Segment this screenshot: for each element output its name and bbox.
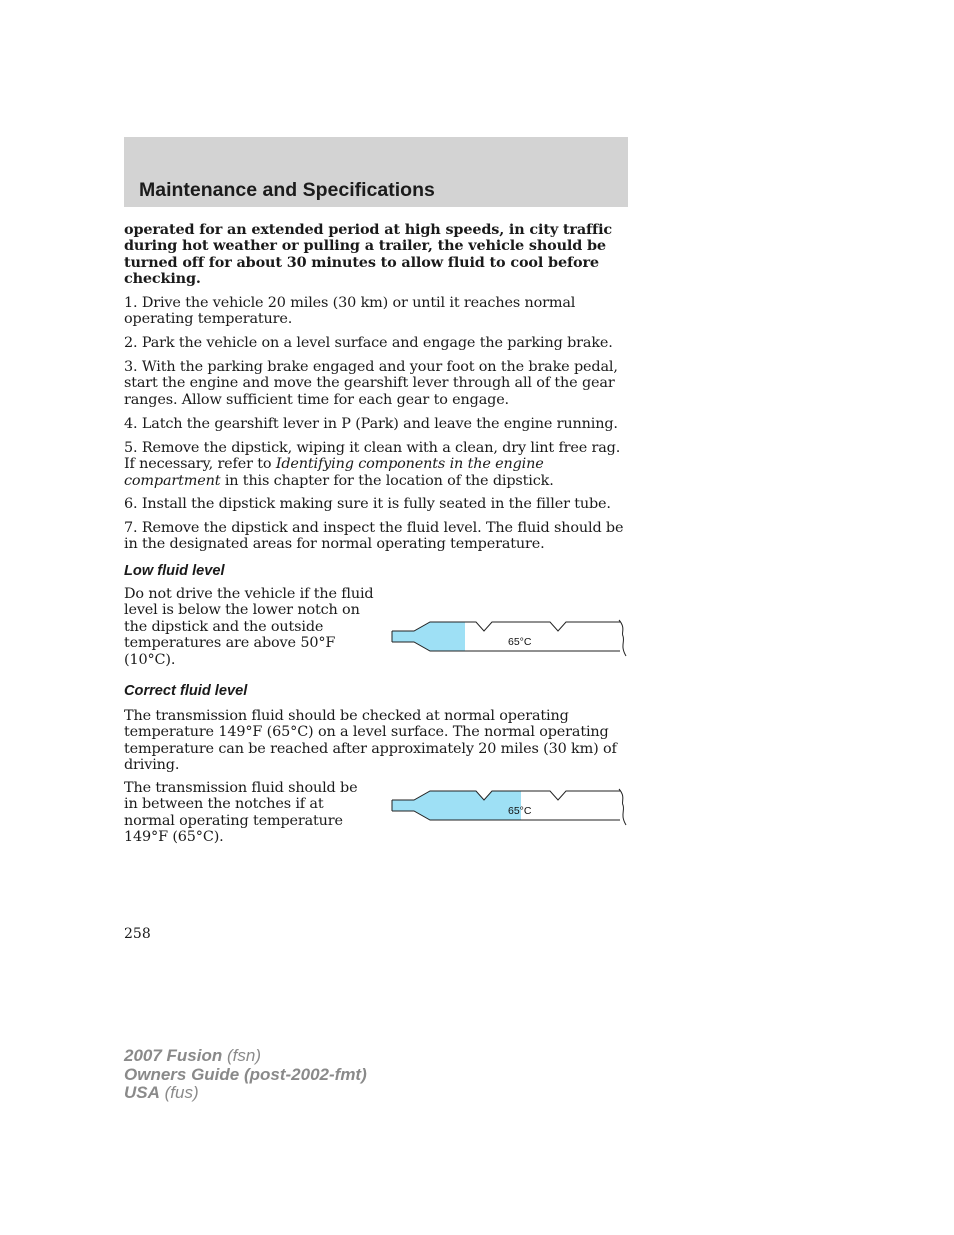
step-5 <box>124 440 630 489</box>
footer-model: 2007 Fusion <box>124 1046 223 1065</box>
section-title: Maintenance and Specifications <box>139 179 435 201</box>
footer-market-code: (fus) <box>159 1083 199 1102</box>
low-fluid-heading: Low fluid level <box>124 563 225 579</box>
dipstick-low-level-illustration <box>390 618 630 658</box>
footer-model-code: (fsn) <box>222 1046 261 1065</box>
step-4: 4. Latch the gearshift lever in P (Park) and leave the engine running. <box>124 416 618 432</box>
step-6: 6. Install the dipstick making sure it is fully seated in the filler tube. <box>124 496 611 512</box>
footer-line-2: Owners Guide (post-2002-fmt) <box>124 1064 367 1084</box>
correct-fluid-text: The transmission fluid should be checked at normal operating temperature 149°F (65°C) on a level surface. The normal operating temperature can be reached after approximately 20 miles (30 km) of driving. <box>124 708 617 774</box>
correct-fluid-notch-text: The transmission fluid should be in between the notches if at normal operating temperature 149°F (65°C). <box>124 780 358 846</box>
section-header-band <box>124 137 628 207</box>
dipstick-temp-label: 65°C <box>508 805 532 817</box>
fluid-fill-correct <box>392 791 521 820</box>
step-3: 3. With the parking brake engaged and your foot on the brake pedal, start the engine and move the gearshift lever through all of the gear ranges. Allow sufficient time for each gear to engage. <box>124 359 618 408</box>
document-footer <box>124 1047 367 1103</box>
step-1: 1. Drive the vehicle 20 miles (30 km) or until it reaches normal operating temperature. <box>124 295 576 328</box>
dipstick-temp-label: 65°C <box>508 636 532 648</box>
fluid-fill-low <box>392 622 465 651</box>
correct-fluid-heading: Correct fluid level <box>124 683 248 699</box>
step-2: 2. Park the vehicle on a level surface and engage the parking brake. <box>124 335 613 351</box>
step-5-text-start: 5. Remove the dipstick, wiping it clean with a clean, dry lint free rag. If necessary, refer to <box>124 440 621 473</box>
page-number: 258 <box>124 926 151 942</box>
low-fluid-text: Do not drive the vehicle if the fluid level is below the lower notch on the dipstick and the outside temperatures are above 50°F (10°C). <box>124 586 374 668</box>
dipstick-break-mark <box>619 789 626 825</box>
dipstick-correct-level-illustration <box>390 787 630 827</box>
dipstick-break-mark <box>619 620 626 656</box>
footer-market: USA <box>124 1083 160 1102</box>
step-7: 7. Remove the dipstick and inspect the fluid level. The fluid should be in the designated areas for normal operating temperature. <box>124 520 624 553</box>
step-5-text-end: in this chapter for the location of the dipstick. <box>220 472 554 489</box>
footer-line-1 <box>124 1047 367 1066</box>
step-5-reference: Identifying components in the engine compartment <box>124 456 544 489</box>
intro-warning-text: operated for an extended period at high speeds, in city traffic during hot weather or pulling a trailer, the vehicle should be turned off for about 30 minutes to allow fluid to cool before checking. <box>124 221 613 288</box>
footer-line-3 <box>124 1084 367 1103</box>
